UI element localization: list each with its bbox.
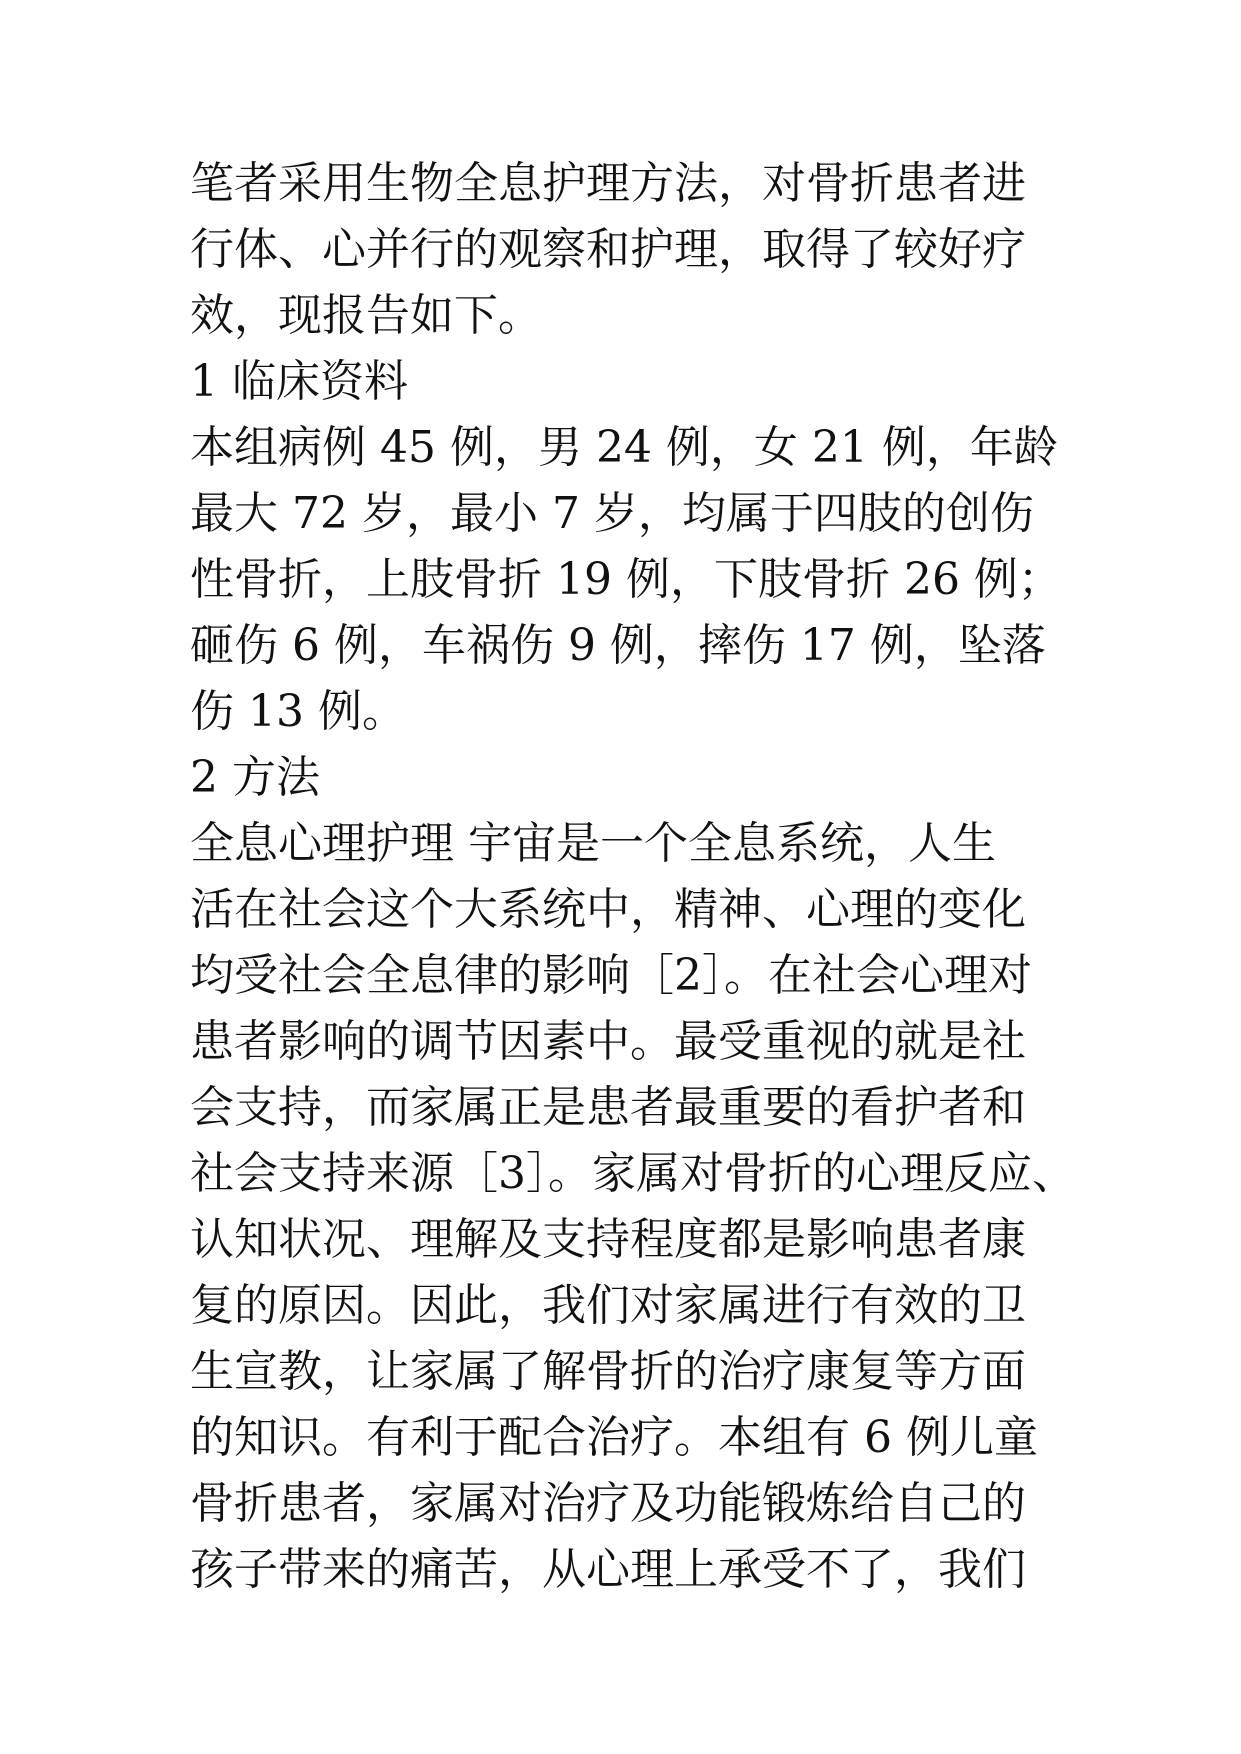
- text-line: 本组病例 45 例，男 24 例，女 21 例，年龄: [190, 422, 1058, 473]
- text-line: 认知状况、理解及支持程度都是影响患者康: [190, 1214, 1026, 1265]
- text-line: 复的原因。因此，我们对家属进行有效的卫: [190, 1280, 1026, 1331]
- text-line: 生宣教，让家属了解骨折的治疗康复等方面: [190, 1346, 1026, 1397]
- text-line: 效，现报告如下。: [190, 290, 542, 341]
- text-line: 会支持，而家属正是患者最重要的看护者和: [190, 1082, 1026, 1133]
- text-line: 患者影响的调节因素中。最受重视的就是社: [190, 1016, 1026, 1067]
- text-line: 砸伤 6 例，车祸伤 9 例，摔伤 17 例，坠落: [190, 620, 1046, 671]
- text-line: 孩子带来的痛苦，从心理上承受不了，我们: [190, 1544, 1026, 1595]
- text-line: 全息心理护理 宇宙是一个全息系统，人生: [190, 818, 996, 869]
- text-line: 笔者采用生物全息护理方法，对骨折患者进: [190, 158, 1026, 209]
- text-line: 伤 13 例。: [190, 686, 406, 737]
- section-heading-method: 2 方法: [190, 752, 320, 803]
- text-line: 活在社会这个大系统中，精神、心理的变化: [190, 884, 1026, 935]
- text-line: 行体、心并行的观察和护理，取得了较好疗: [190, 224, 1026, 275]
- text-line: 社会支持来源［3］。家属对骨折的心理反应、: [190, 1148, 1076, 1199]
- text-line: 最大 72 岁，最小 7 岁，均属于四肢的创伤: [190, 488, 1034, 539]
- text-line: 均受社会全息律的影响［2］。在社会心理对: [190, 950, 1032, 1001]
- section-heading-clinical-data: 1 临床资料: [190, 356, 408, 407]
- text-line: 性骨折，上肢骨折 19 例，下肢骨折 26 例；: [190, 554, 1062, 605]
- text-line: 骨折患者，家属对治疗及功能锻炼给自己的: [190, 1478, 1026, 1529]
- text-line: 的知识。有利于配合治疗。本组有 6 例儿童: [190, 1412, 1038, 1463]
